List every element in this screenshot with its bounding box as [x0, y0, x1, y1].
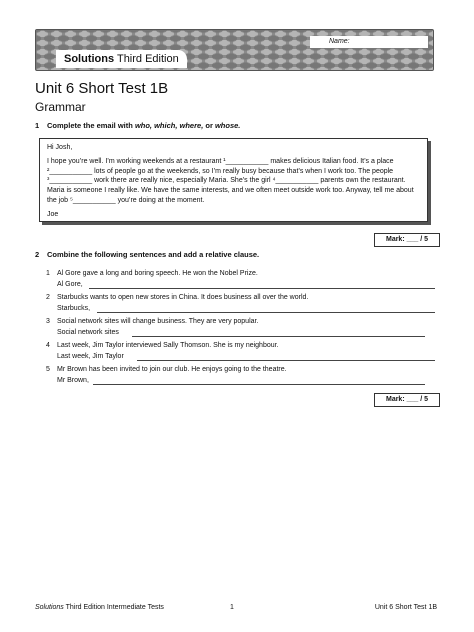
email-greeting: Hi Josh, [47, 144, 73, 151]
answer-line[interactable] [93, 384, 425, 385]
item-number: 4 [46, 342, 50, 349]
answer-line[interactable] [89, 288, 435, 289]
list-item [35, 318, 435, 342]
page-number: 1 [230, 604, 234, 611]
answer-line[interactable] [132, 336, 425, 337]
item-sentence: Al Gore gave a long and boring speech. He won the Nobel Prize. [57, 270, 258, 277]
item-sentence: Last week, Jim Taylor interviewed Sally Thomson. She is my neighbour. [57, 342, 279, 349]
item-sentence: Starbucks wants to open new stores in China. It does business all over the world. [57, 294, 309, 301]
item-answer-start: Al Gore, [57, 281, 83, 288]
item-sentence: Mr Brown has been invited to join our club. He enjoys going to the theatre. [57, 366, 287, 373]
page-title: Unit 6 Short Test 1B [35, 80, 169, 97]
name-field[interactable] [310, 36, 428, 48]
list-item [35, 342, 435, 366]
question-1-instruction: 1 Complete the email with who, which, where, or whose. [35, 121, 241, 130]
email-signoff: Joe [47, 210, 59, 218]
item-answer-start: Starbucks, [57, 305, 91, 312]
item-answer-start: Social network sites [57, 329, 119, 336]
item-number: 5 [46, 366, 50, 373]
item-number: 1 [46, 270, 50, 277]
item-answer-start: Mr Brown, [57, 377, 89, 384]
email-body: I hope you’re well. I’m working weekends at a restaurant ¹___________ makes delicious Italian food. It’s a place ²___________ lots of people go at the weekends, so I’m really busy because that’s when I work too. The people ³___________ work there are really nice, especially Maria. She’s the girl ⁴___________ parents own the restaurant. Maria is someone I really like. We have the same interests, and we often meet outside work too. Anyway, tell me about the job ⁵___________ you’re doing at the moment. [47, 157, 414, 204]
list-item [35, 270, 435, 294]
answer-line[interactable] [97, 312, 435, 313]
item-answer-start: Last week, Jim Taylor [57, 353, 124, 360]
mark-box-1[interactable]: Mark: ___ / 5 [374, 233, 440, 247]
question-2-instruction: 2 Combine the following sentences and add a relative clause. [35, 250, 260, 259]
item-sentence: Social network sites will change business. They are very popular. [57, 318, 259, 325]
footer-right: Unit 6 Short Test 1B [374, 604, 437, 611]
section-heading: Grammar [35, 100, 86, 114]
footer-left: Solutions Third Edition Intermediate Tests [35, 604, 164, 611]
mark-box-2[interactable]: Mark: ___ / 5 [374, 393, 440, 407]
list-item [35, 294, 435, 318]
email-box [39, 138, 428, 222]
item-number: 2 [46, 294, 50, 301]
answer-line[interactable] [137, 360, 435, 361]
question-2-items [35, 270, 435, 390]
brand-logo: Solutions Third Edition [56, 50, 187, 68]
header-banner [35, 29, 434, 71]
name-label: Name: [329, 38, 350, 45]
item-number: 3 [46, 318, 50, 325]
list-item [35, 366, 435, 390]
